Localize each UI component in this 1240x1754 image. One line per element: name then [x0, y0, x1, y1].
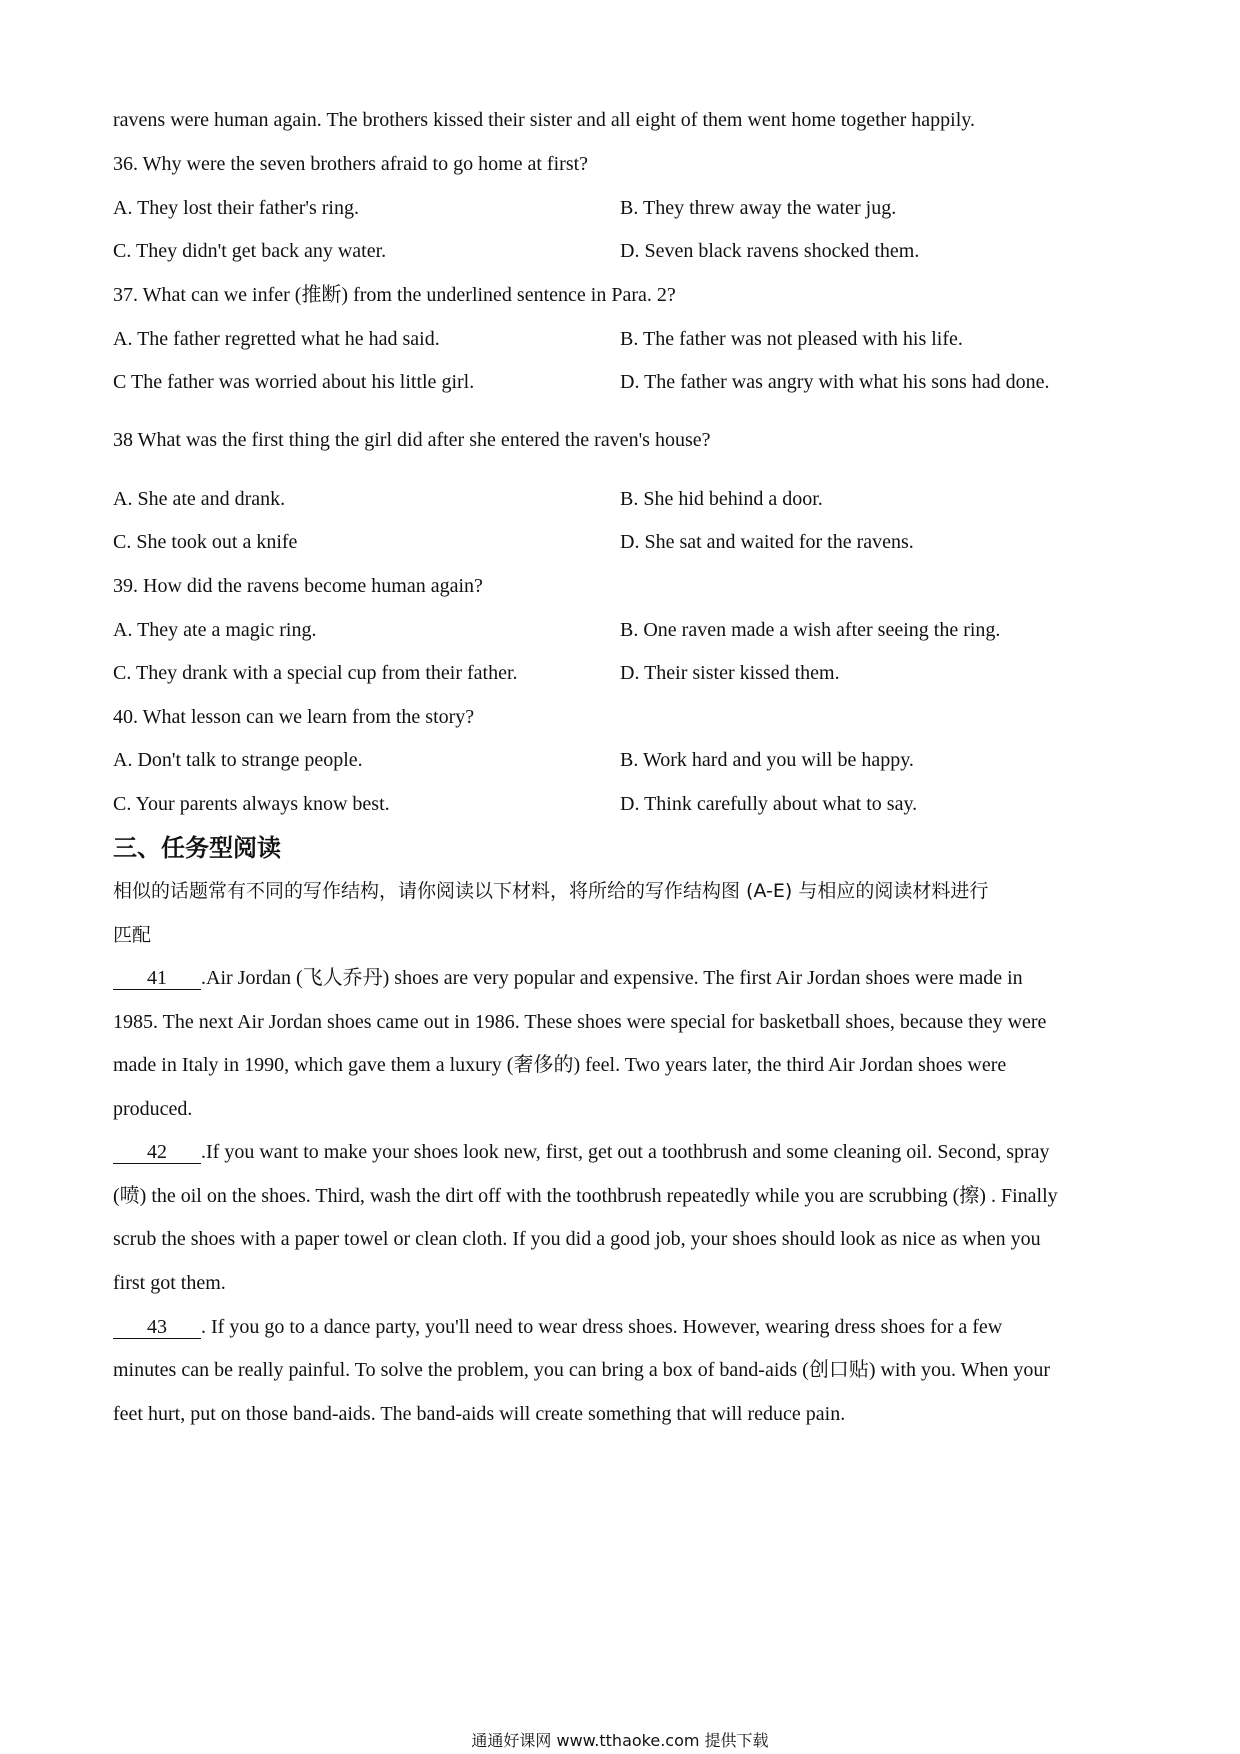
passage-42-line-2: (喷) the oil on the shoes. Third, wash the dirt off with the toothbrush repeatedly while you are scrubbing (擦) . Finally — [113, 1185, 1058, 1207]
passage-text: .If you want to make your shoes look new, first, get out a toothbrush and some cleaning oil. Second, spray — [201, 1141, 1050, 1163]
option-a: A. They lost their father's ring. — [113, 197, 359, 219]
option-c: C. They drank with a special cup from their father. — [113, 662, 518, 684]
option-b: B. The father was not pleased with his life. — [620, 328, 963, 350]
section-instruction-line-2: 匹配 — [113, 924, 152, 946]
passage-text: . If you go to a dance party, you'll need to wear dress shoes. However, wearing dress shoes for a few — [201, 1316, 1003, 1338]
passage-43-line-2: minutes can be really painful. To solve the problem, you can bring a box of band-aids (创口贴) with you. When your — [113, 1359, 1051, 1381]
option-c: C. They didn't get back any water. — [113, 240, 387, 262]
passage-41-line-2: 1985. The next Air Jordan shoes came out in 1986. These shoes were special for basketball shoes, because they were — [113, 1011, 1047, 1033]
answer-blank-41[interactable]: 41 — [113, 967, 201, 990]
option-b: B. They threw away the water jug. — [620, 197, 897, 219]
question-38-stem: 38 What was the first thing the girl did after she entered the raven's house? — [113, 429, 711, 451]
option-d: D. Their sister kissed them. — [620, 662, 840, 684]
passage-42-line-1 — [113, 1139, 1133, 1165]
passage-43-line-3: feet hurt, put on those band-aids. The band-aids will create something that will reduce pain. — [113, 1403, 846, 1425]
question-39-stem: 39. How did the ravens become human again? — [113, 575, 483, 597]
section-instruction-line-1: 相似的话题常有不同的写作结构，请你阅读以下材料，将所给的写作结构图 (A-E) 与相应的阅读材料进行 — [113, 880, 989, 902]
passage-text: .Air Jordan (飞人乔丹) shoes are very popular and expensive. The first Air Jordan shoes were made in — [201, 967, 1023, 989]
option-b: B. Work hard and you will be happy. — [620, 749, 914, 771]
option-a: A. They ate a magic ring. — [113, 619, 317, 641]
option-c: C. Your parents always know best. — [113, 793, 390, 815]
option-b: B. She hid behind a door. — [620, 488, 823, 510]
question-40-stem: 40. What lesson can we learn from the story? — [113, 706, 475, 728]
passage-43-line-1 — [113, 1314, 1133, 1340]
option-d: D. She sat and waited for the ravens. — [620, 531, 914, 553]
option-d: D. The father was angry with what his sons had done. — [620, 371, 1050, 393]
option-a: A. Don't talk to strange people. — [113, 749, 363, 771]
page-footer: 通通好课网 www.tthaoke.com 提供下载 — [471, 1731, 769, 1750]
option-a: A. The father regretted what he had said. — [113, 328, 440, 350]
option-d: D. Think carefully about what to say. — [620, 793, 918, 815]
passage-41-line-4: produced. — [113, 1098, 193, 1120]
option-c: C. She took out a knife — [113, 531, 298, 553]
passage-42-line-4: first got them. — [113, 1272, 226, 1294]
answer-blank-42[interactable]: 42 — [113, 1141, 201, 1164]
passage-continuation: ravens were human again. The brothers kissed their sister and all eight of them went home together happily. — [113, 109, 975, 131]
option-d: D. Seven black ravens shocked them. — [620, 240, 920, 262]
passage-41-line-3: made in Italy in 1990, which gave them a luxury (奢侈的) feel. Two years later, the third Air Jordan shoes were — [113, 1054, 1007, 1076]
passage-42-line-3: scrub the shoes with a paper towel or clean cloth. If you did a good job, your shoes should look as nice as when you — [113, 1228, 1041, 1250]
question-36-stem: 36. Why were the seven brothers afraid to go home at first? — [113, 153, 589, 175]
option-c: C The father was worried about his little girl. — [113, 371, 475, 393]
answer-blank-43[interactable]: 43 — [113, 1316, 201, 1339]
option-b: B. One raven made a wish after seeing the ring. — [620, 619, 1001, 641]
passage-41-line-1 — [113, 965, 1133, 991]
section-heading: 三、任务型阅读 — [113, 834, 281, 862]
question-37-stem: 37. What can we infer (推断) from the underlined sentence in Para. 2? — [113, 284, 676, 306]
option-a: A. She ate and drank. — [113, 488, 286, 510]
